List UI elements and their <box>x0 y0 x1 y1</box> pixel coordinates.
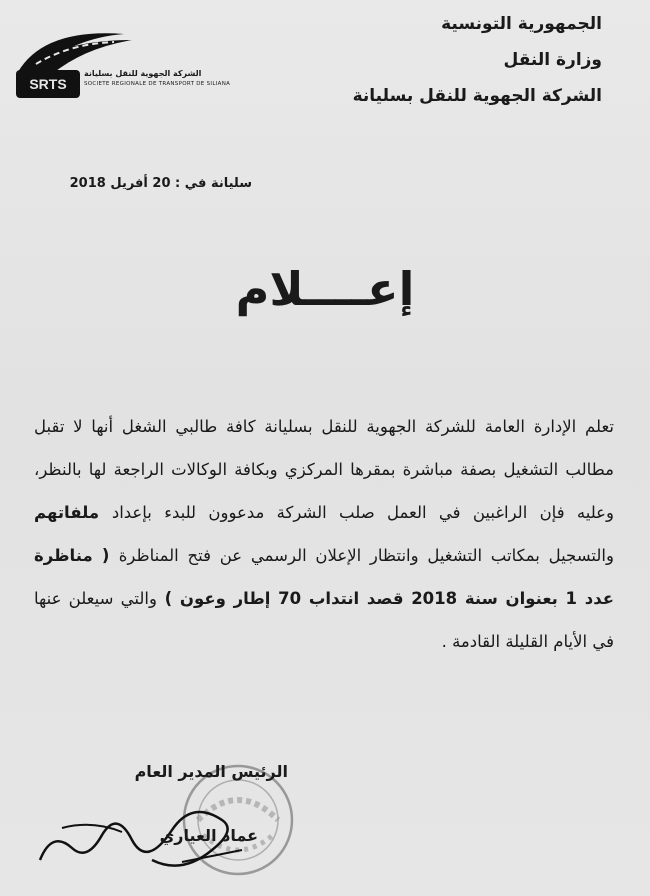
body-text-2-bold: ( مناظرة عدد 1 بعنوان سنة 2018 قصد انتداب 70 إطار وعون ) <box>34 546 615 608</box>
logo-caption-arabic: الشركة الجهوية للنقل بسليانة <box>84 69 202 78</box>
body-text-2: والتسجيل بمكاتب التشغيل وانتظار الإعلان الرسمي عن فتح المناظرة <box>118 546 614 565</box>
header-ministry: وزارة النقل <box>503 50 602 70</box>
document-title: إعــــلام <box>235 262 415 316</box>
road-logo-icon <box>14 22 209 102</box>
logo-caption-french: SOCIETE REGIONALE DE TRANSPORT DE SILIANA <box>84 81 231 87</box>
body-text-1: تعلم الإدارة العامة للشركة الجهوية للنقل بسليانة كافة طالبي الشغل أنها لا تقبل مطالب التشغيل بصفة مباشرة بمقرها المركزي وبكافة الوكالات الراجعة لها بالنظر، وعليه فإن الراغبين في العمل صلب الشركة مدعوون للبدء بإعداد <box>34 417 614 522</box>
document-date: سليانة في : 20 أفريل 2018 <box>69 176 252 191</box>
header-republic: الجمهورية التونسية <box>441 14 602 34</box>
svg-text:SRTS: SRTS <box>29 76 67 92</box>
header-company: الشركة الجهوية للنقل بسليانة <box>352 86 602 106</box>
signatory-name: عماد العياري <box>159 826 258 845</box>
signatory-title: الرئيس المدير العام <box>134 762 288 781</box>
body-text-1-bold: ملفاتهم <box>34 503 112 522</box>
announcement-body <box>34 405 614 663</box>
body-text-3: والتي سيعلن عنها في الأيام القليلة القادمة . <box>34 589 614 651</box>
body-paragraph <box>34 405 614 663</box>
